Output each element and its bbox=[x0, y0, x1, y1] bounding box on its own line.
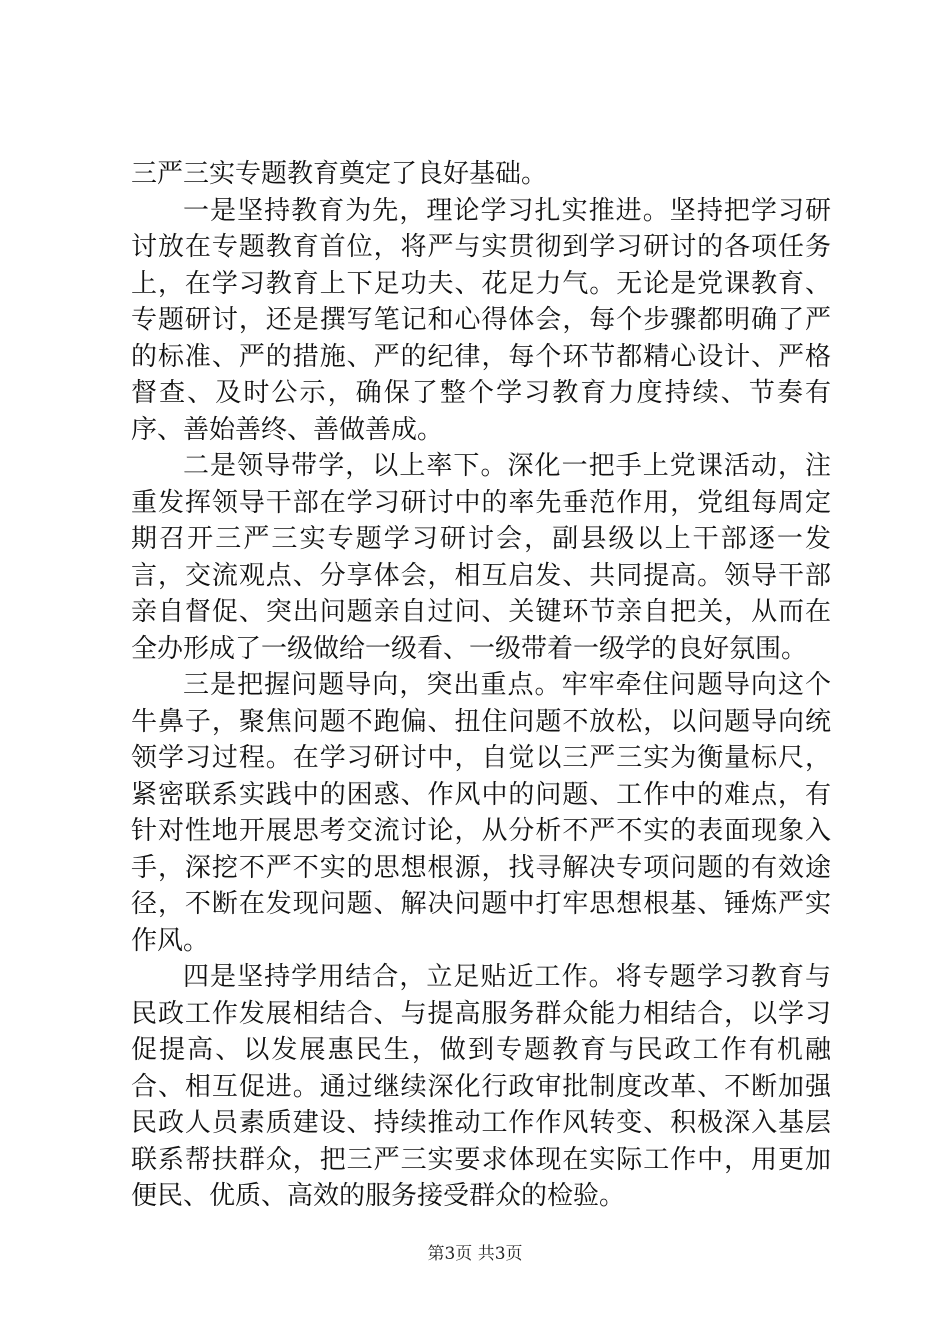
paragraph-point-three: 三是把握问题导向，突出重点。牢牢牵住问题导向这个牛鼻子，聚焦问题不跑偏、扭住问题不放松，以问题导向统领学习过程。在学习研讨中，自觉以三严三实为衡量标尺，紧密联系实践中的困惑、作风中的问题、工作中的难点，有针对性地开展思考交流讨论，从分析不严不实的表面现象入手，深挖不严不实的思想根源，找寻解决专项问题的有效途径，不断在发现问题、解决问题中打牢思想根基、锤炼严实作风。 bbox=[131, 670, 831, 956]
page-number-footer: 第3页 共3页 bbox=[427, 1244, 523, 1264]
paragraph-point-two: 二是领导带学，以上率下。深化一把手上党课活动，注重发挥领导干部在学习研讨中的率先垂范作用，党组每周定期召开三严三实专题学习研讨会，副县级以上干部逐一发言，交流观点、分享体会，相互启发、共同提高。领导干部亲自督促、突出问题亲自过问、关键环节亲自把关，从而在全办形成了一级做给一级看、一级带着一级学的良好氛围。 bbox=[131, 451, 831, 664]
document-body bbox=[131, 156, 831, 1215]
paragraph-point-one: 一是坚持教育为先，理论学习扎实推进。坚持把学习研讨放在专题教育首位，将严与实贯彻到学习研讨的各项任务上，在学习教育上下足功夫、花足力气。无论是党课教育、专题研讨，还是撰写笔记和心得体会，每个步骤都明确了严的标准、严的措施、严的纪律，每个环节都精心设计、严格督查、及时公示，确保了整个学习教育力度持续、节奏有序、善始善终、善做善成。 bbox=[131, 195, 831, 445]
paragraph-continuation: 三严三实专题教育奠定了良好基础。 bbox=[131, 159, 548, 189]
paragraph-point-four: 四是坚持学用结合，立足贴近工作。将专题学习教育与民政工作发展相结合、与提高服务群众能力相结合，以学习促提高、以发展惠民生，做到专题教育与民政工作有机融合、相互促进。通过继续深化行政审批制度改革、不断加强民政人员素质建设、持续推动工作作风转变、积极深入基层联系帮扶群众，把三严三实要求体现在实际工作中，用更加便民、优质、高效的服务接受群众的检验。 bbox=[131, 962, 831, 1211]
